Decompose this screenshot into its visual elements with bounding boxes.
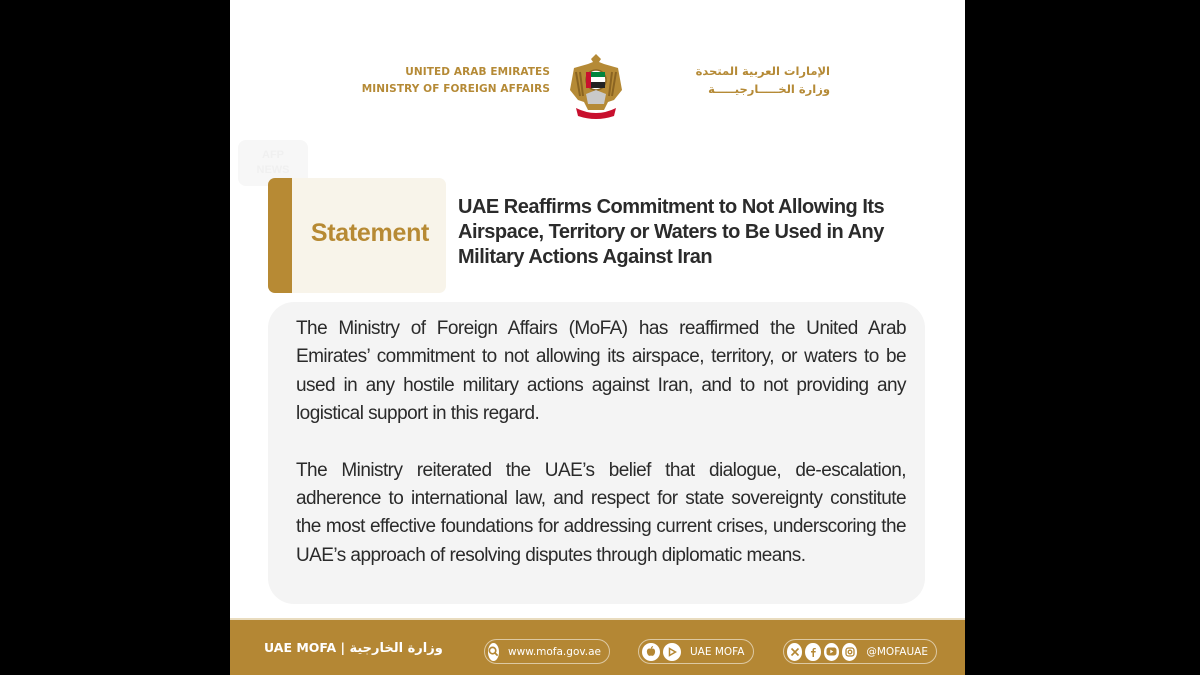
website-link[interactable] — [484, 639, 610, 664]
ministry-header — [230, 50, 965, 130]
statement-label: Statement — [310, 219, 430, 247]
social-links[interactable] — [783, 639, 937, 664]
statement-body — [296, 315, 906, 570]
ministry-name-ar: وزارة الخـــــارجيـــــة — [708, 82, 830, 96]
app-store-links[interactable] — [638, 639, 754, 664]
statement-body-panel — [268, 302, 925, 604]
body-paragraph: The Ministry reiterated the UAE’s belief that dialogue, de-escalation, adherence to international law, and respect for state sovereignty constitute the most effective foundations for addressing current crises, underscoring the UAE’s approach of resolving disputes through diplomatic means. — [296, 459, 906, 566]
statement-card — [230, 0, 965, 675]
website-label: www.mofa.gov.ae — [508, 645, 601, 658]
ministry-name-arabic — [640, 62, 830, 98]
facebook-icon[interactable] — [805, 643, 820, 661]
apple-icon[interactable] — [642, 643, 660, 661]
search-icon — [488, 643, 499, 661]
statement-title: UAE Reaffirms Commitment to Not Allowing Its Airspace, Territory or Waters to Be Used in Any Military Actions Against Iran — [458, 196, 885, 268]
ministry-name-english — [362, 64, 550, 98]
uae-falcon-emblem-icon — [566, 50, 626, 122]
body-paragraph: The Ministry of Foreign Affairs (MoFA) has reaffirmed the United Arab Emirates’ commitment to not allowing its airspace, territory, or waters to be used in any hostile military actions against Iran, and to not providing any logistical support in this regard. — [296, 318, 906, 425]
x-icon[interactable] — [787, 643, 802, 661]
social-handle: @MOFAUAE — [866, 645, 928, 658]
country-name-en: UNITED ARAB EMIRATES — [405, 66, 550, 78]
ministry-name-en: MINISTRY OF FOREIGN AFFAIRS — [361, 83, 550, 95]
footer-brand — [264, 640, 443, 656]
watermark: AFP NEWS — [238, 140, 308, 186]
youtube-icon[interactable] — [824, 643, 839, 661]
app-label: UAE MOFA — [690, 645, 745, 658]
footer-brand-ar: وزارة الخارجية — [349, 641, 443, 656]
country-name-ar: الإمارات العربية المتحدة — [695, 64, 830, 78]
statement-tag — [268, 178, 446, 293]
footer-bar — [230, 618, 965, 675]
instagram-icon[interactable] — [842, 643, 857, 661]
footer-brand-en: UAE MOFA | — [264, 640, 346, 655]
play-store-icon[interactable] — [663, 643, 681, 661]
statement-accent-bar — [268, 178, 292, 293]
